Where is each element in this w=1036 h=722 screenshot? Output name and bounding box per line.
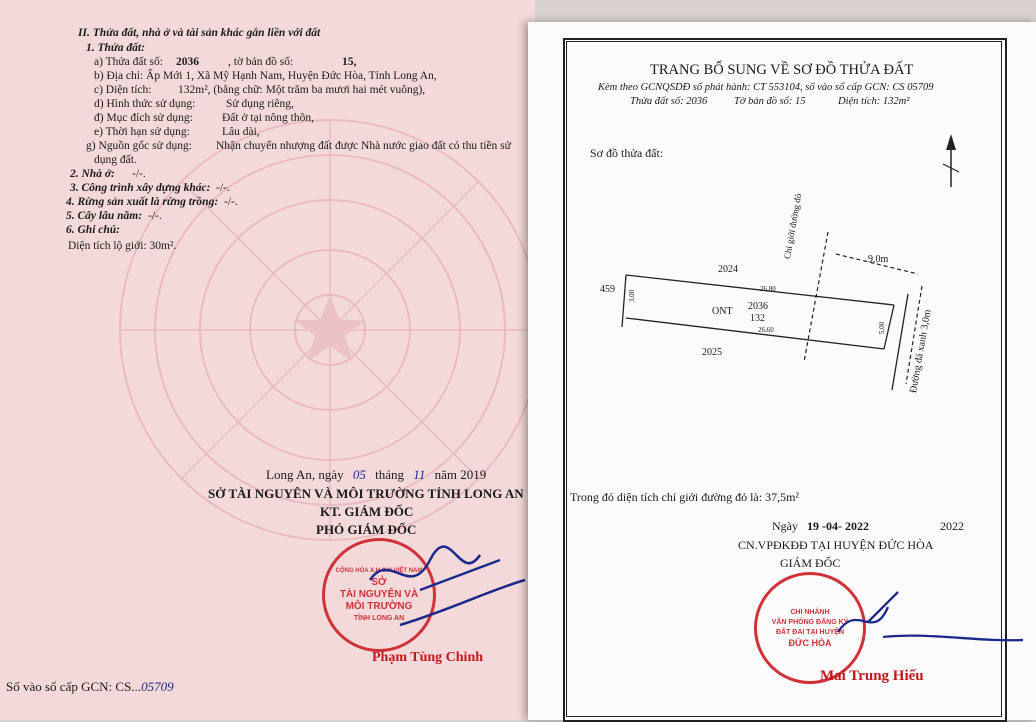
map-sheet-label: , tờ bản đồ số: xyxy=(228,56,294,68)
registry-number: Số vào sổ cấp GCN: CS...05709 xyxy=(6,679,174,694)
section-heading: II. Thửa đất, nhà ở và tài sản khác gắn liền với đất xyxy=(78,27,321,39)
road-width: 9,0m xyxy=(868,254,889,265)
road-name: Đường đá xanh 3,0m xyxy=(908,308,934,394)
official-seal-stamp: CỘNG HÒA X.H.C.N VIỆT NAM SỞ TÀI NGUYÊN VÀ MÔI TRƯỜNG TỈNH LONG AN xyxy=(322,538,436,652)
director-title: GIÁM ĐỐC xyxy=(780,556,841,570)
director-name: Mai Trung Hiếu xyxy=(820,668,924,684)
neighbor-parcel-2024: 2024 xyxy=(718,264,738,275)
date-day: 05 xyxy=(352,467,366,482)
dimension-left: 3,00 xyxy=(628,289,637,303)
map-sheet-value: 15, xyxy=(342,56,357,68)
signature-scribble xyxy=(360,540,530,630)
dimension-top: 26,80 xyxy=(760,285,776,293)
forest-value: -/-. xyxy=(224,196,238,208)
origin-value-line2: dụng đất. xyxy=(94,154,137,166)
house-heading: 2. Nhà ở: xyxy=(70,168,115,180)
right-date-stamp: 19 -04- 2022 xyxy=(807,519,869,533)
road-boundary-area-note: Trong đó diện tích chỉ giới đường đỏ là: 37,5m² xyxy=(570,490,800,504)
area-label: c) Diện tích: xyxy=(94,84,152,96)
date-year: năm 2019 xyxy=(434,467,487,482)
usage-purpose-label: đ) Mục đích sử dụng: xyxy=(94,112,193,124)
parcel-number-value: 2036 xyxy=(176,56,199,68)
director-signature xyxy=(828,582,1028,662)
origin-label: g) Nguồn gốc sử dụng: xyxy=(86,140,192,152)
dimension-right: 5,00 xyxy=(878,321,887,335)
parcel-area: Diện tích: 132m² xyxy=(838,96,910,107)
reference-line: Kèm theo GCNQSDĐ số phát hành: CT 553104, số vào sổ cấp GCN: CS 05709 xyxy=(598,82,934,93)
house-value: -/-. xyxy=(132,168,146,180)
area-value: 132m², (bằng chữ: Một trăm ba mươi hai mét vuông), xyxy=(178,84,426,96)
right-date-label: Ngày xyxy=(772,519,798,533)
signer-title: PHÓ GIÁM ĐỐC xyxy=(316,522,417,537)
dimension-bottom: 26,60 xyxy=(758,326,774,334)
note-value: Diện tích lộ giới: 30m². xyxy=(68,240,177,252)
registry-number-value: 05709 xyxy=(141,679,174,694)
supplementary-diagram-page xyxy=(528,22,1036,720)
north-arrow-icon xyxy=(946,134,956,150)
road-boundary-label: Chỉ giới đường đỏ xyxy=(782,192,804,260)
parcel-left-boundary xyxy=(622,275,626,327)
usage-form-label: d) Hình thức sử dụng: xyxy=(94,98,196,110)
address-line: b) Địa chỉ: Ấp Mới 1, Xã Mỹ Hạnh Nam, Huyện Đức Hòa, Tỉnh Long An, xyxy=(94,70,437,82)
date-prefix: Long An, ngày xyxy=(266,467,344,482)
registration-office-seal: CHI NHÁNH VĂN PHÒNG ĐĂNG KÝ ĐẤT ĐAI TẠI HUYỆN ĐỨC HÒA xyxy=(754,572,866,684)
neighbor-parcel-2025: 2025 xyxy=(702,347,722,358)
signer-name: Phạm Tùng Chinh xyxy=(372,650,484,665)
usage-term-value: Lâu dài, xyxy=(222,126,260,138)
usage-form-value: Sử dụng riêng, xyxy=(226,98,294,110)
land-parcel-heading: 1. Thửa đất: xyxy=(86,42,145,54)
road-edge-left xyxy=(892,294,908,390)
other-works-value: -/-. xyxy=(216,182,230,194)
agency-name: SỞ TÀI NGUYÊN VÀ MÔI TRƯỜNG TỈNH LONG AN xyxy=(208,486,524,501)
map-sheet-number: Tờ bản đồ số: 15 xyxy=(734,96,806,107)
parcel-number: Thửa đất số: 2036 xyxy=(630,96,708,107)
other-works-heading: 3. Công trình xây dựng khác: xyxy=(70,182,211,194)
issue-date xyxy=(266,467,486,483)
parcel-number-label: a) Thửa đất số: xyxy=(94,56,163,68)
usage-term-label: e) Thời hạn sử dụng: xyxy=(94,126,190,138)
neighbor-parcel-459: 459 xyxy=(600,284,615,295)
date-month: 11 xyxy=(413,467,426,482)
perennial-heading: 5. Cây lâu năm: xyxy=(66,210,143,222)
origin-value-line1: Nhận chuyển nhượng đất được Nhà nước giao đất có thu tiền sử xyxy=(216,140,511,152)
forest-heading: 4. Rừng sản xuất là rừng trồng: xyxy=(66,196,219,208)
supplement-title: TRANG BỔ SUNG VỀ SƠ ĐỒ THỬA ĐẤT xyxy=(650,62,914,78)
date-month-label: tháng xyxy=(375,467,405,482)
perennial-value: -/-. xyxy=(148,210,162,222)
right-date-year: 2022 xyxy=(940,519,964,533)
note-heading: 6. Ghi chú: xyxy=(66,224,120,236)
diagram-label: Sơ đồ thửa đất: xyxy=(590,146,664,160)
land-type-code: ONT xyxy=(712,306,733,317)
usage-purpose-value: Đất ở tại nông thôn, xyxy=(222,112,314,124)
parcel-id: 2036 xyxy=(748,301,768,312)
signing-authority: KT. GIÁM ĐỐC xyxy=(320,504,414,519)
right-date xyxy=(772,519,869,534)
parcel-area-value: 132 xyxy=(750,313,765,324)
registration-office: CN.VPĐKĐĐ TẠI HUYỆN ĐỨC HÒA xyxy=(738,538,934,552)
